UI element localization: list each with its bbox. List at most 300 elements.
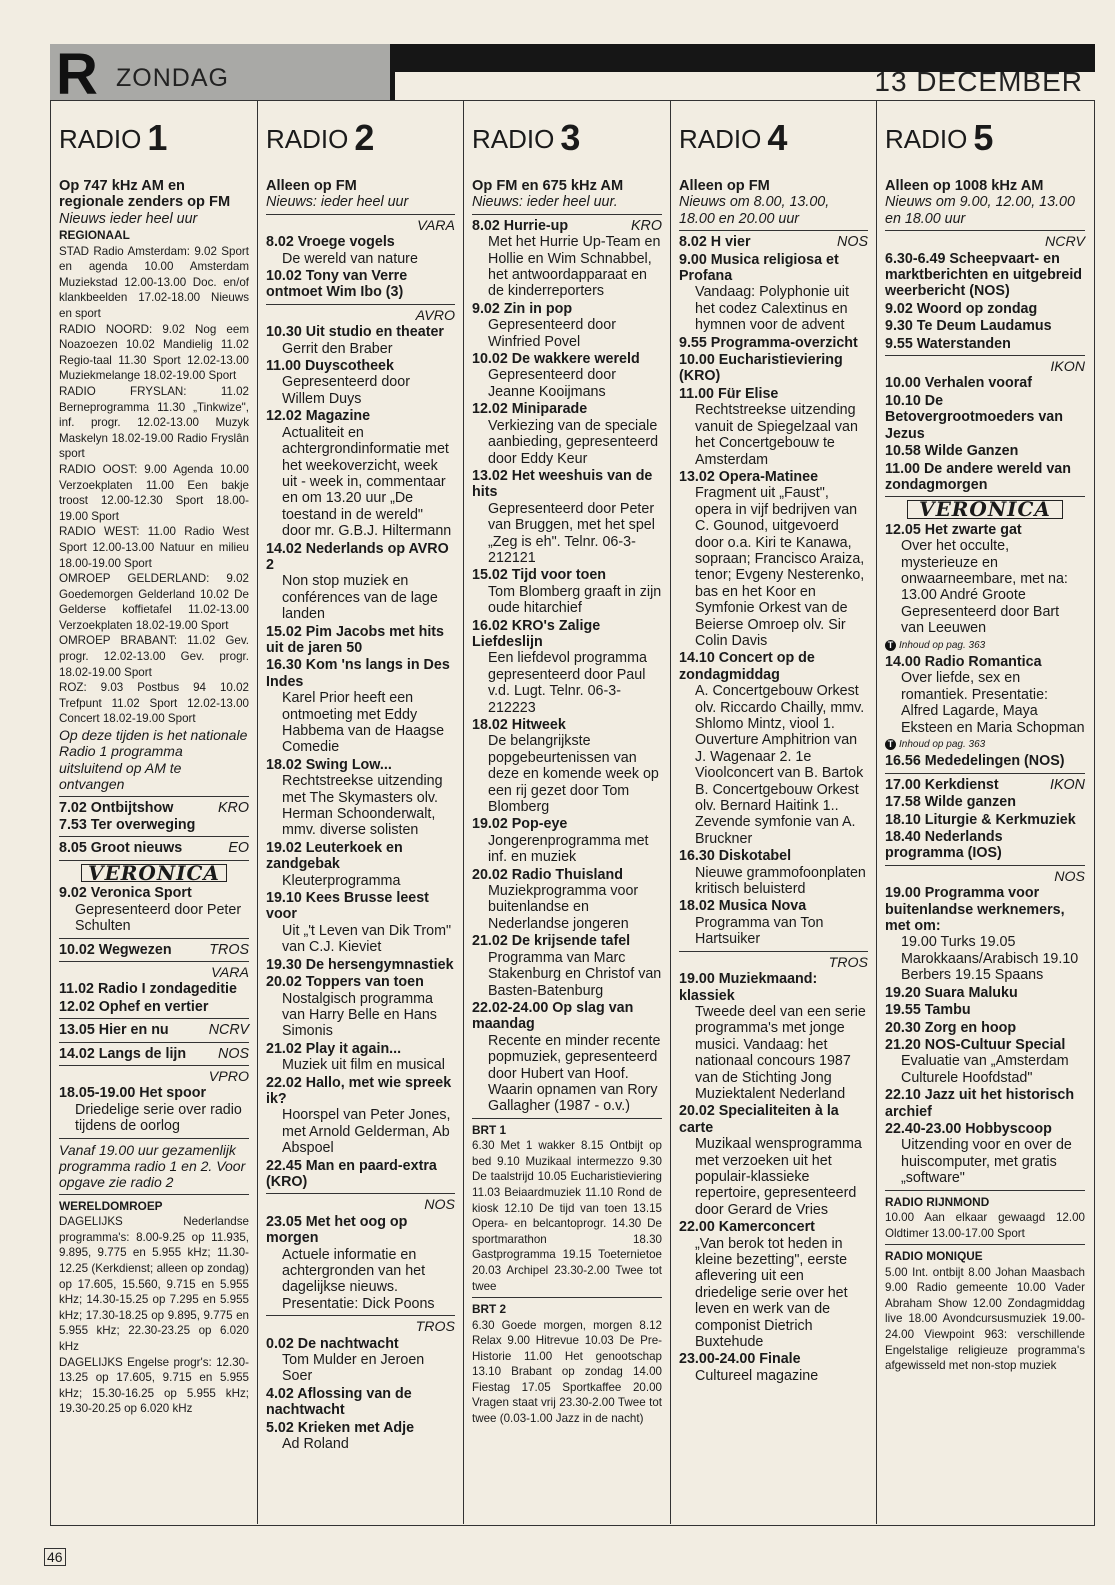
frequency-info: Alleen op FM	[266, 178, 357, 194]
programme-item	[59, 817, 249, 833]
programme-title	[472, 1000, 662, 1033]
veronica-logo: VERONICA	[907, 500, 1063, 518]
programme-title-text: 17.00 Kerkdienst	[885, 776, 999, 793]
divider	[472, 1297, 662, 1298]
divider	[885, 1244, 1085, 1245]
broadcaster-label: VARA	[211, 964, 249, 981]
programme-title	[266, 890, 455, 923]
programme-item	[266, 1336, 455, 1385]
regional-schedule: DAGELIJKS Nederlandse programma's: 8.00-9.25 op 11.935, 9.895, 9.775 en 5.955 kHz; 11.30-12.25 (Kerkdienst; alleen op zondag) op 17.605, 15.560, 9.715 en 5.955 kHz; 14.30-15.25 op 7.295 en 5.955 kHz; 17.30-18.25 op 9.895, 9.775 en 5.955 kHz; 22.30-23.25 op 6.020 kHz	[59, 1215, 249, 1353]
programme-title	[266, 1075, 455, 1108]
programme-title-text: 20.02 Specialiteiten à la carte	[679, 1103, 839, 1136]
programme-title-text: 9.55 Programma-overzicht	[679, 334, 858, 351]
programme-title	[59, 1046, 249, 1062]
broadcaster-label: NCRV	[1045, 234, 1085, 251]
divider	[59, 1042, 249, 1043]
programme-title	[885, 753, 1085, 769]
programme-description: Gerrit den Braber	[282, 340, 393, 357]
programme-title-text: 11.00 Duyscotheek	[266, 358, 394, 375]
programme-item	[885, 1002, 1085, 1018]
programme-item	[885, 251, 1085, 300]
programme-item	[266, 624, 455, 657]
programme-title	[885, 461, 1085, 494]
news-schedule: Nieuws om 8.00, 13.00, 18.00 en 20.00 uur	[679, 194, 830, 227]
programme-title-text: 9.55 Waterstanden	[885, 335, 1011, 352]
programme-title	[266, 234, 455, 250]
programme-title-text: 19.02 Pop-eye	[472, 816, 568, 833]
programme-description: Tom Blomberg graaft in zijn oude hitarchief	[488, 583, 662, 617]
broadcaster-label: KRO	[218, 799, 249, 816]
programme-description: De belangrijkste popgebeurtenissen van deze en komende week op een rij gezet door Tom Blomberg	[488, 733, 659, 816]
programme-title-text: 18.02 Swing Low...	[266, 756, 392, 773]
regional-schedule: 6.30 Met 1 wakker 8.15 Ontbijt op bed 9.10 Muzikaal intermezzo 9.30 De taalstrijd 10.05 Eucharistieviering 11.03 Beiaardmuziek 11.10 Rond de kiosk 12.10 De tijd van toen 13.15 Opera- en belcantoprogr. 14.30 De sportmarathon 18.30 Gastprogramma 19.15 Toeternietoe 20.03 Archipel 23.30-2.00 Twee tot twee	[472, 1139, 662, 1293]
programme-description: Uitzending voor en over de huiscomputer, met gratis „software"	[901, 1137, 1072, 1187]
programme-item	[472, 717, 662, 815]
programme-title	[679, 469, 868, 485]
programme-description: De wereld van nature	[282, 250, 418, 267]
broadcaster-label: NCRV	[208, 1022, 249, 1039]
programme-title	[885, 885, 1085, 934]
programme-title	[679, 1103, 868, 1136]
programme-title-text: 15.02 Tijd voor toen	[472, 567, 607, 584]
programme-title-text: 19.00 Muziekmaand: klassiek	[679, 971, 818, 1004]
programme-description: Muzikaal wensprogramma met verzoeken uit het populair-klassieke repertoire, gepresenteerd door Gerard de Vries	[695, 1136, 862, 1218]
programme-item	[885, 461, 1085, 494]
regional-schedule: DAGELIJKS Engelse progr's: 12.30-13.25 op 17.605, 9.715 en 5.955 kHz; 15.30-16.25 op 5.955 kHz; 19.30-20.25 op 6.020 kHz	[59, 1355, 249, 1416]
programme-title-text: 10.30 Uit studio en theater	[266, 324, 444, 341]
programme-title-text: 19.20 Suara Maluku	[885, 984, 1018, 1001]
programme-title-text: 0.02 De nachtwacht	[266, 1335, 399, 1352]
programme-item	[885, 393, 1085, 442]
programme-title	[885, 1037, 1085, 1053]
programme-title	[266, 268, 455, 301]
programme-title-text: 9.00 Musica religiosa et Profana	[679, 251, 839, 285]
programme-title-text: 20.02 Radio Thuisland	[472, 866, 623, 883]
section-heading: REGIONAAL	[59, 228, 130, 243]
programme-description: Recente en minder recente popmuziek, gepresenteerd door Hubert van Hoof. Waarin opnamen van Rory Gallagher (1987 - o.v.)	[488, 1032, 661, 1115]
programme-item	[679, 469, 868, 649]
news-schedule: Nieuws: ieder heel uur.	[472, 194, 618, 211]
programme-item	[266, 757, 455, 839]
info-icon: T	[885, 640, 896, 651]
programme-title-text: 20.30 Zorg en hoop	[885, 1019, 1017, 1036]
programme-item	[885, 1087, 1085, 1120]
programme-title-text: 9.02 Zin in pop	[472, 300, 573, 317]
radio-2-column	[257, 100, 463, 1524]
programme-title	[59, 981, 249, 997]
station-name	[59, 117, 168, 158]
programme-item	[266, 957, 455, 973]
radio-4-column	[670, 100, 876, 1524]
programme-title-text: 10.10 De Betovergrootmoeders van Jezus	[885, 392, 1063, 442]
divider	[59, 1194, 249, 1195]
programme-title	[679, 848, 868, 864]
programme-item	[885, 522, 1085, 637]
programme-description: Actuele informatie en achtergronden van het dagelijkse nieuws. Presentatie: Dick Poons	[282, 1246, 435, 1312]
station-name	[679, 117, 788, 158]
regional-schedule: 10.00 Aan elkaar gewaagd 12.00 Oldtimer 13.00-17.00 Sport	[885, 1210, 1085, 1240]
programme-title-text: 7.53 Ter overweging	[59, 817, 196, 834]
programme-item	[679, 234, 868, 250]
column-header	[679, 100, 868, 178]
programme-item	[266, 974, 455, 1040]
programme-description: Vandaag: Polyphonie uit het codez Calextinus en hymnen voor de advent	[695, 284, 849, 334]
programme-title-text: 19.10 Kees Brusse leest voor	[266, 890, 429, 923]
programme-description: Jongerenprogramma met inf. en muziek	[488, 832, 649, 866]
programme-description: Verkiezing van de speciale aanbieding, gepresenteerd door Eddy Keur	[488, 417, 659, 467]
divider	[472, 214, 662, 215]
programme-item	[472, 218, 662, 300]
programme-title-text: 8.02 H vier	[679, 234, 751, 251]
regional-schedule: ROZ: 9.03 Postbus 94 10.02 Trefpunt 11.02 Sport 12.02-13.00 Concert 18.02-19.00 Sport	[59, 681, 249, 726]
programme-title-text: 22.45 Man en paard-extra (KRO)	[266, 1157, 437, 1190]
programme-title-text: 4.02 Aflossing van de nachtwacht	[266, 1385, 412, 1419]
column-header	[266, 100, 455, 178]
programme-description: Muziek uit film en musical	[282, 1057, 445, 1074]
programme-item	[266, 840, 455, 889]
programme-description: Nieuwe grammofoonplaten kritisch beluisterd	[695, 864, 866, 898]
programme-item	[59, 999, 249, 1015]
programme-item	[472, 816, 662, 865]
divider	[679, 230, 868, 231]
programme-item	[679, 898, 868, 947]
programme-title	[59, 999, 249, 1015]
programme-title-text: 22.02 Hallo, met wie spreek ik?	[266, 1074, 452, 1107]
programme-item	[266, 408, 455, 539]
programme-title-text: 22.00 Kamerconcert	[679, 1219, 815, 1236]
programme-title	[266, 974, 455, 990]
programme-title	[679, 234, 868, 250]
programme-item	[885, 301, 1085, 317]
regional-schedule: OMROEP BRABANT: 11.02 Gev. progr. 12.02-13.00 Gev. progr. 18.02-19.00 Sport	[59, 634, 249, 679]
divider	[59, 796, 249, 797]
programme-description: Over het occulte, mysterieuze en onwaarneembare, met na: 13.00 André Groote Gepresenteerd door Bart van Leeuwen	[901, 538, 1068, 637]
programme-title-text: 16.30 Diskotabel	[679, 848, 792, 865]
station-label: RADIO	[885, 124, 968, 154]
programme-description: Fragment uit „Faust", opera in vijf bedrijven van C. Gounod, uitgevoerd door o.a. Kiri te Kanawa, sopraan; Francisco Araiza, tenor; Evgeny Nesterenko, bas en het Koor en Symfonie Orkest van de Beierse Omroep olv. Sir Colin Davis	[695, 485, 865, 649]
programme-title	[59, 817, 249, 833]
programme-item	[885, 829, 1085, 862]
programme-item	[885, 443, 1085, 459]
programme-title-text: 21.02 De krijsende tafel	[472, 933, 631, 950]
news-schedule: Nieuws ieder heel uur	[59, 210, 198, 227]
programme-item	[679, 650, 868, 847]
broadcaster-label: TROS	[828, 954, 868, 971]
programme-title	[59, 840, 249, 856]
programme-title-text: 17.58 Wilde ganzen	[885, 794, 1016, 811]
regional-schedule: OMROEP GELDERLAND: 9.02 Goedemorgen Gelderland 10.02 De Gelderse koffietafel 11.02-13.00 Verzoekplaten 18.02-19.00 Sport	[59, 572, 249, 632]
divider	[59, 961, 249, 962]
programme-item	[679, 1103, 868, 1218]
programme-title-text: 9.02 Veronica Sport	[59, 885, 192, 902]
radio-3-column	[463, 100, 670, 1524]
programme-title-text: 18.10 Liturgie & Kerkmuziek	[885, 811, 1076, 828]
programme-item	[679, 335, 868, 351]
programme-title	[885, 393, 1085, 442]
programme-item	[266, 1386, 455, 1419]
programme-title	[266, 1420, 455, 1436]
section-heading: BRT 2	[472, 1302, 507, 1317]
programme-title	[679, 252, 868, 285]
programme-item	[679, 971, 868, 1102]
programme-title-text: 13.02 Het weeshuis van de hits	[472, 467, 653, 501]
programme-title	[266, 324, 455, 340]
programme-item	[59, 885, 249, 934]
programme-description: Muziekprogramma voor buitenlandse en Nederlandse jongeren	[488, 883, 639, 932]
programme-item	[266, 324, 455, 357]
programme-title	[472, 401, 662, 417]
broadcaster-label: IKON	[1050, 359, 1085, 376]
programme-title-text: 9.02 Woord op zondag	[885, 300, 1038, 317]
programme-title	[472, 218, 662, 234]
station-name	[266, 117, 375, 158]
programme-description: Gepresenteerd door Peter Schulten	[75, 901, 242, 935]
programme-item	[59, 1085, 249, 1134]
programme-item	[885, 375, 1085, 391]
programme-title-text: 14.00 Radio Romantica	[885, 653, 1042, 670]
programme-item	[472, 567, 662, 616]
programme-title	[885, 1087, 1085, 1120]
station-label: RADIO	[472, 124, 555, 154]
programme-title	[885, 812, 1085, 828]
radio-5-column	[876, 100, 1093, 1524]
programme-title-text: 19.02 Leuterkoek en zandgebak	[266, 839, 403, 873]
programme-title-text: 14.02 Nederlands op AVRO 2	[266, 540, 449, 573]
programme-item	[885, 794, 1085, 810]
page-reference-text: Inhoud op pag. 363	[899, 639, 986, 651]
programme-description: Driedelige serie over radio tijdens de oorlog	[75, 1101, 242, 1135]
programme-item	[885, 753, 1085, 769]
programme-title-text: 13.02 Opera-Matinee	[679, 468, 819, 485]
radio-1-column	[50, 100, 257, 1524]
programme-title	[59, 942, 249, 958]
divider	[679, 951, 868, 952]
programme-description: Uit „'t Leven van Dik Trom" van C.J. Kieviet	[282, 922, 452, 956]
divider	[266, 304, 455, 305]
programme-title	[679, 1219, 868, 1235]
page-reference-text: Inhoud op pag. 363	[899, 739, 986, 750]
programme-title	[472, 618, 662, 651]
divider	[885, 1190, 1085, 1191]
programme-item	[472, 618, 662, 716]
programme-description: Nostalgisch programma van Harry Belle en Hans Simonis	[282, 990, 437, 1040]
divider	[885, 230, 1085, 231]
programme-description: Gepresenteerd door Willem Duys	[282, 374, 410, 407]
programme-item	[885, 777, 1085, 793]
station-label: RADIO	[679, 124, 762, 154]
programme-description: Kleuterprogramma	[282, 872, 401, 889]
programme-item	[885, 812, 1085, 828]
programme-item	[885, 654, 1085, 736]
programme-item	[885, 885, 1085, 983]
broadcaster-label: NOS	[218, 1045, 249, 1062]
programme-title-text: 12.02 Ophef en vertier	[59, 998, 209, 1015]
station-number: 3	[560, 117, 581, 158]
programme-item	[266, 541, 455, 623]
programme-title-text: 10.02 Wegwezen	[59, 941, 172, 958]
programme-title	[885, 1020, 1085, 1036]
frequency-info: Op 747 kHz AM en regionale zenders op FM	[59, 178, 231, 211]
programme-title-text: 9.30 Te Deum Laudamus	[885, 318, 1052, 335]
programme-item	[59, 942, 249, 958]
programme-item	[59, 800, 249, 816]
programme-title	[885, 654, 1085, 670]
programme-title	[679, 898, 868, 914]
programme-title-text: 18.40 Nederlands programma (IOS)	[885, 829, 1003, 862]
programme-description: Rechtstreekse uitzending met The Skymasters olv. Herman Schoonderwalt, mmv. diverse solisten	[282, 773, 443, 839]
programme-title	[59, 1022, 249, 1038]
programme-item	[59, 1022, 249, 1038]
programme-title	[59, 800, 249, 816]
programme-item	[885, 1121, 1085, 1187]
programme-item	[679, 352, 868, 385]
regional-schedule: RADIO FRYSLAN: 11.02 Berneprogramma 11.30 „Tinkwize", inf. progr. 12.02-13.00 Muzyk Maskelyn 18.02-19.00 Radio Fryslân sport	[59, 384, 249, 461]
programme-title	[885, 1121, 1085, 1137]
programme-title	[472, 933, 662, 949]
programme-description: Programma van Marc Stakenburg en Christof van Basten-Batenburg	[488, 949, 662, 999]
programme-title-text: 20.02 Toppers van toen	[266, 974, 424, 991]
programme-title-text: 11.00 Für Elise	[679, 385, 779, 402]
programme-description: Cultureel magazine	[695, 1367, 819, 1384]
programme-item	[266, 1420, 455, 1453]
programme-title	[266, 757, 455, 773]
programme-title-text: 12.02 Magazine	[266, 408, 371, 425]
programme-title-text: 11.00 De andere wereld van zondagmorgen	[885, 460, 1071, 493]
programme-title	[885, 301, 1085, 317]
programme-title-text: 10.00 Verhalen vooraf	[885, 375, 1033, 392]
programme-title	[266, 408, 455, 424]
column-header	[885, 100, 1085, 178]
regional-schedule: RADIO WEST: 11.00 Radio West Sport 12.00-13.00 Natuur en milieu 18.00-19.00 Sport	[59, 525, 249, 570]
programme-title	[885, 985, 1085, 1001]
programme-item	[472, 933, 662, 999]
programme-description: Karel Prior heeft een ontmoeting met Eddy Habbema van de Haagse Comedie	[282, 690, 445, 756]
programme-title	[266, 541, 455, 574]
section-heading: RADIO MONIQUE	[885, 1249, 983, 1264]
broadcaster-label: NOS	[837, 234, 868, 251]
station-number: 2	[354, 117, 375, 158]
programme-title-text: 21.02 Play it again...	[266, 1040, 402, 1057]
programme-description: Een liefdevol programma gepresenteerd door Paul v.d. Lugt. Telnr. 06-3-212223	[488, 650, 647, 716]
divider	[266, 1315, 455, 1316]
programme-title	[266, 840, 455, 873]
programme-title-text: 15.02 Pim Jacobs met hits uit de jaren 50	[266, 623, 444, 656]
programme-title-text: 19.55 Tambu	[885, 1002, 971, 1019]
programme-item	[266, 1041, 455, 1074]
programme-title-text: 5.02 Krieken met Adje	[266, 1419, 415, 1436]
programme-description: Tom Mulder en Jeroen Soer	[282, 1352, 425, 1385]
programme-title-text: 13.05 Hier en nu	[59, 1022, 169, 1039]
programme-title	[266, 358, 455, 374]
station-number: 1	[147, 117, 168, 158]
programme-title	[59, 1085, 249, 1101]
programme-description: Actualiteit en achtergrondinformatie met het weekoverzicht, week uit - week in, commentaar en om 13.20 uur „De toestand in de wereld" door mr. G.B.J. Hiltermann	[282, 424, 452, 540]
regional-schedule: RADIO NOORD: 9.02 Nog eem Noazoezen 10.02 Mandielig 11.02 Regio-taal 11.30 Sport 12.02-13.00 Muziekmelange 18.02-19.00 Sport	[59, 322, 249, 383]
divider	[266, 214, 455, 215]
programme-title	[679, 352, 868, 385]
page-header	[50, 42, 1095, 107]
regional-schedule: STAD Radio Amsterdam: 9.02 Sport en agenda 10.00 Amsterdam Muziekstad 12.00-13.00 Doc. en/of klankbeelden 17.02-18.00 Nieuws en sport	[59, 244, 249, 320]
column-header	[472, 100, 662, 178]
programme-title	[472, 867, 662, 883]
programme-item	[679, 848, 868, 897]
programme-title	[266, 624, 455, 657]
divider	[266, 1193, 455, 1194]
programme-title-text: 10.02 De wakkere wereld	[472, 351, 640, 368]
programme-description: Evaluatie van „Amsterdam Culturele Hoofdstad"	[901, 1053, 1069, 1086]
programme-item	[472, 301, 662, 350]
programme-title	[885, 443, 1085, 459]
programme-description: „Van berok tot heden in kleine bezetting", eerste aflevering uit een driedelige serie over het leven en werk van de componist Dietrich Buxtehude	[695, 1235, 848, 1351]
programme-title-text: 16.30 Kom 'ns langs in Des Indes	[266, 657, 450, 690]
divider	[59, 1138, 249, 1139]
programme-title	[472, 468, 662, 501]
programme-title	[679, 335, 868, 351]
programme-title-text: 22.40-23.00 Hobbyscoop	[885, 1120, 1052, 1137]
programme-title	[679, 386, 868, 402]
programme-title	[885, 251, 1085, 300]
programme-title	[266, 1041, 455, 1057]
programme-title	[679, 650, 868, 683]
day-label: ZONDAG	[116, 64, 229, 92]
programme-title-text: 19.00 Programma voor buitenlandse werknemers, met om:	[885, 885, 1065, 935]
column-header	[59, 100, 249, 178]
programme-title	[266, 657, 455, 690]
programme-title	[472, 351, 662, 367]
broadcaster-label: VPRO	[208, 1068, 249, 1085]
programme-title-text: 11.02 Radio I zondageditie	[59, 981, 237, 998]
regional-schedule: 5.00 Int. ontbijt 8.00 Johan Maasbach 9.00 Radio gemeente 10.00 Vader Abraham Show 12.00 Zondagmiddag live 18.00 Avondcursusmuziek 19.00-24.00 Viewpoint 963: verschillende Engelstalige religieuze programma's afgewisseld met non-stop muziek	[885, 1265, 1085, 1373]
programme-title	[885, 318, 1085, 334]
section-heading: WERELDOMROEP	[59, 1198, 163, 1213]
programme-description: Gepresenteerd door Winfried Povel	[488, 317, 616, 350]
frequency-info: Op FM en 675 kHz AM	[472, 178, 624, 194]
programme-item	[885, 985, 1085, 1001]
station-label: RADIO	[59, 124, 142, 154]
programme-item	[885, 1037, 1085, 1086]
programme-item	[472, 401, 662, 467]
programme-item	[679, 1219, 868, 1350]
section-heading: BRT 1	[472, 1122, 507, 1137]
programme-title-text: 10.00 Eucharistieviering (KRO)	[679, 352, 843, 385]
page-reference	[885, 737, 1085, 753]
programme-title-text: 23.05 Met het oog op morgen	[266, 1213, 408, 1247]
programme-title-text: 6.30-6.49 Scheepvaart- en marktberichten en uitgebreid weerbericht (NOS)	[885, 250, 1083, 300]
programme-item	[266, 234, 455, 267]
programme-title	[266, 1336, 455, 1352]
broadcaster-label: NOS	[424, 1197, 455, 1214]
programme-item	[59, 840, 249, 856]
programme-item	[472, 468, 662, 566]
divider	[885, 773, 1085, 774]
programme-title-text: 23.00-24.00 Finale	[679, 1351, 801, 1368]
date-label: 13 DECEMBER	[874, 66, 1083, 97]
programme-title-text: 18.02 Musica Nova	[679, 898, 807, 915]
programme-item	[885, 318, 1085, 334]
section-heading: RADIO RIJNMOND	[885, 1194, 990, 1209]
schedule-note: Op deze tijden is het nationale Radio 1 programma uitsluitend op AM te ontvangen	[59, 727, 248, 793]
programme-item	[266, 1158, 455, 1191]
divider	[885, 865, 1085, 866]
divider	[472, 1118, 662, 1119]
divider	[59, 1065, 249, 1066]
programme-description: Gepresenteerd door Jeanne Kooijmans	[488, 367, 616, 400]
programme-item	[679, 252, 868, 334]
schedule-note: Vanaf 19.00 uur gezamenlijk programma radio 1 en 2. Voor opgave zie radio 2	[59, 1141, 246, 1191]
news-schedule: Nieuws om 9.00, 12.00, 13.00 en 18.00 uur	[885, 194, 1075, 227]
programme-item	[266, 890, 455, 956]
broadcaster-label: NOS	[1054, 868, 1085, 885]
